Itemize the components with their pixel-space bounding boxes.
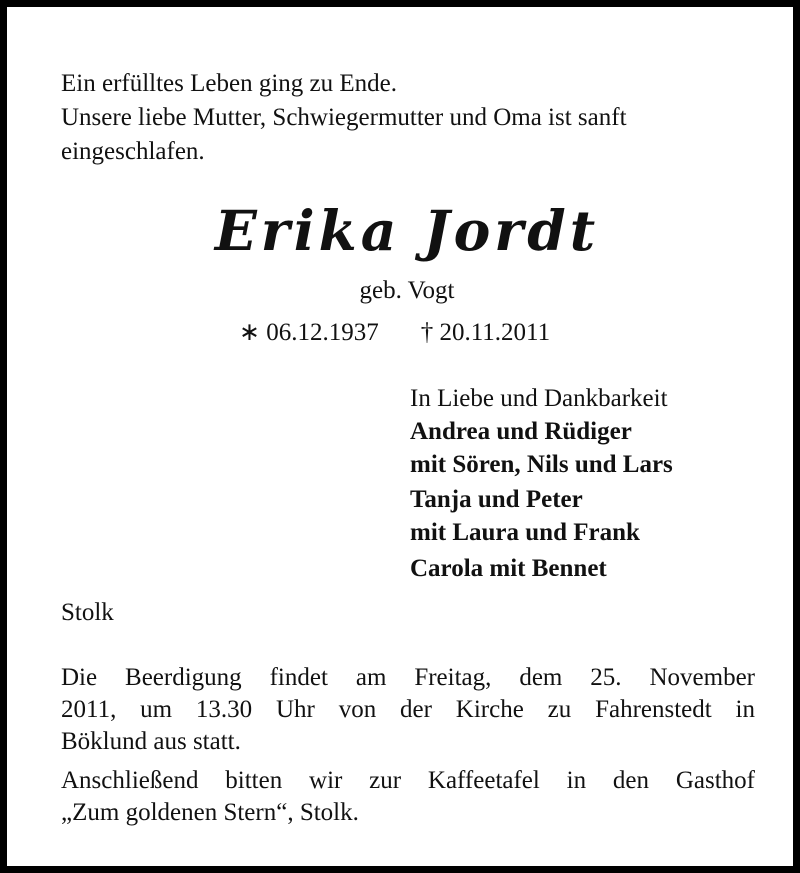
birth-name: geb. Vogt	[359, 277, 455, 304]
birth-date: ∗ 06.12.1937	[239, 319, 379, 346]
intro-line: eingeschlafen.	[61, 138, 205, 165]
place-name: Stolk	[61, 599, 114, 626]
mourners-block	[410, 382, 673, 585]
intro-line: Ein erfülltes Leben ging zu Ende.	[61, 70, 397, 97]
reception-line: „Zum goldenen Stern“, Stolk.	[61, 799, 359, 826]
funeral-line: 2011, um 13.30 Uhr von der Kirche zu Fahrenstedt in	[61, 696, 755, 723]
funeral-info	[61, 662, 755, 758]
mourner-group	[410, 483, 673, 549]
death-date: † 20.11.2011	[420, 319, 551, 346]
mourners-heading: In Liebe und Dankbarkeit	[410, 385, 668, 412]
deceased-name: Erika Jordt	[214, 198, 600, 263]
mourner-line: Andrea und Rüdiger	[410, 418, 632, 445]
mourner-group	[410, 415, 673, 481]
intro-text	[61, 67, 761, 169]
reception-line: Anschließend bitten wir zur Kaffeetafel in den Gasthof	[61, 767, 755, 794]
reception-info	[61, 765, 755, 829]
mourner-line: mit Laura und Frank	[410, 519, 640, 546]
mourner-line: mit Sören, Nils und Lars	[410, 451, 673, 478]
intro-line: Unsere liebe Mutter, Schwiegermutter und Oma ist sanft	[61, 104, 627, 131]
funeral-line: Böklund aus statt.	[61, 728, 241, 755]
funeral-line: Die Beerdigung findet am Freitag, dem 25. November	[61, 664, 755, 691]
mourner-group	[410, 552, 673, 585]
mourner-line: Carola mit Bennet	[410, 555, 607, 582]
mourner-line: Tanja und Peter	[410, 486, 583, 513]
life-dates	[239, 317, 550, 349]
